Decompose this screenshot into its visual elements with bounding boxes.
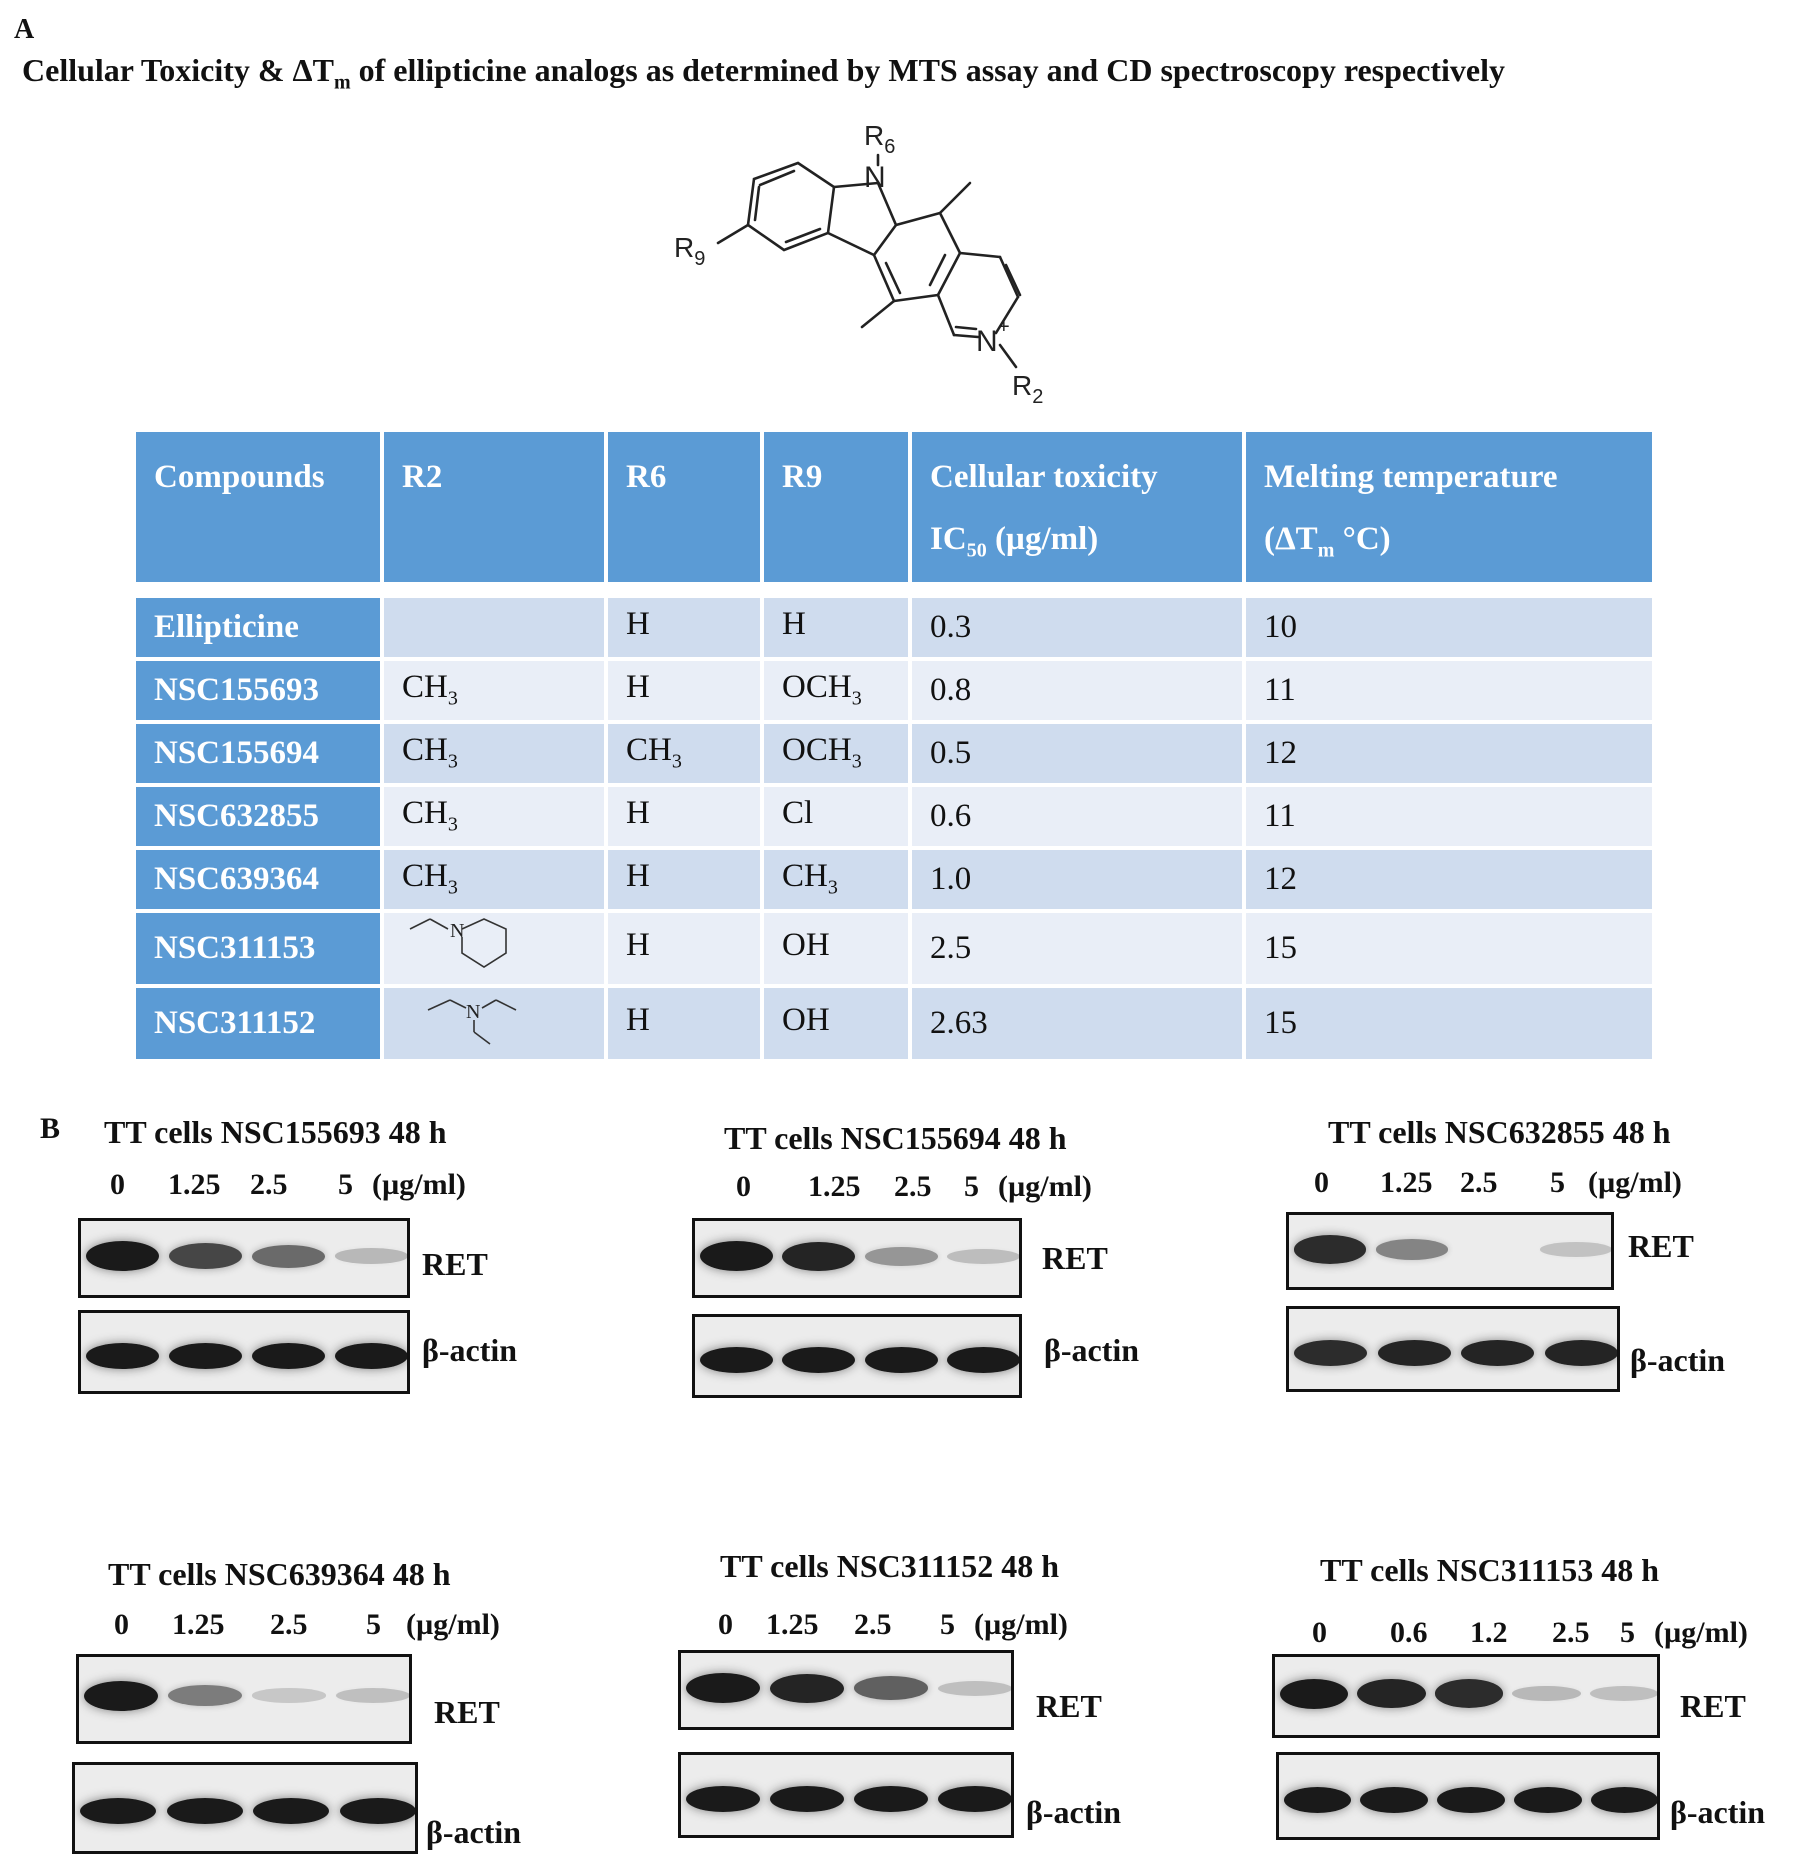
ret-band	[865, 1247, 938, 1266]
table-row	[136, 720, 1652, 783]
dose-label: 2.5	[894, 1170, 932, 1203]
ret-band	[770, 1674, 844, 1703]
r2-structure-cell	[384, 909, 604, 984]
figure-title	[22, 52, 1505, 94]
actin-band	[782, 1347, 855, 1373]
dtm-value: 12	[1246, 846, 1652, 909]
actin-label: β-actin	[1670, 1794, 1766, 1830]
r2-value: $CH_3$	[384, 783, 604, 846]
actin-band	[854, 1786, 928, 1812]
compound-table	[132, 432, 1656, 1059]
ret-band	[700, 1241, 773, 1271]
dose-unit: (µg/ml)	[372, 1168, 466, 1201]
title-sub: m	[333, 71, 351, 94]
panel-a-letter: A	[14, 14, 35, 45]
title-rest: of ellipticine analogs as determined by MTS assay and CD spectroscopy respectively	[350, 52, 1505, 88]
dtm-value: 11	[1246, 657, 1652, 720]
dose-unit: (µg/ml)	[1588, 1166, 1682, 1199]
blot-title: TT cells NSC639364 48 h	[108, 1556, 451, 1592]
actin-gel	[1276, 1752, 1660, 1840]
r2-value: $CH_3$	[384, 657, 604, 720]
title-text: Cellular Toxicity & ΔT	[22, 52, 334, 88]
pyridinium-n-label: N	[976, 325, 998, 358]
r9-value: $OCH_3$	[764, 657, 908, 720]
panel-b-letter: B	[40, 1112, 61, 1145]
actin-band	[770, 1786, 844, 1812]
actin-band	[1514, 1787, 1582, 1813]
ret-label: RET	[1042, 1240, 1108, 1276]
header-r2: R2	[384, 432, 604, 582]
ret-band	[1294, 1235, 1366, 1263]
actin-band	[1294, 1340, 1367, 1366]
r9-value: OH	[764, 909, 908, 984]
actin-band	[700, 1347, 773, 1373]
actin-band	[167, 1798, 243, 1824]
ret-label: RET	[1628, 1228, 1694, 1264]
dose-label: 1.25	[172, 1608, 225, 1641]
r9-value: Cl	[764, 783, 908, 846]
ellipticine-structure	[660, 105, 1120, 415]
dose-label: 1.25	[808, 1170, 861, 1203]
actin-label: β-actin	[1044, 1332, 1140, 1368]
actin-gel	[692, 1314, 1022, 1398]
table-row	[136, 984, 1652, 1059]
svg-text:N: N	[450, 919, 465, 942]
actin-label: β-actin	[1630, 1342, 1726, 1378]
ic50-value: 0.6	[912, 783, 1242, 846]
blot-title: TT cells NSC311152 48 h	[720, 1548, 1060, 1584]
ret-band	[169, 1243, 242, 1269]
header-melting: Melting temperature ($\Delta T_m$ °C)	[1246, 432, 1652, 582]
actin-label: β-actin	[426, 1814, 522, 1850]
table-row	[136, 846, 1652, 909]
ret-band	[1435, 1679, 1503, 1707]
dose-label: 5	[1550, 1166, 1565, 1199]
dose-label: 5	[1620, 1616, 1635, 1649]
ret-label: RET	[434, 1694, 500, 1730]
plus-charge: +	[998, 316, 1010, 338]
r6-value: H	[608, 846, 760, 909]
ret-label: RET	[422, 1246, 488, 1282]
header-toxicity: Cellular toxicity $IC_{50}$ (µg/ml)	[912, 432, 1242, 582]
dose-label: 2.5	[1552, 1616, 1590, 1649]
ic50-value: 2.5	[912, 909, 1242, 984]
actin-band	[947, 1347, 1020, 1373]
actin-label: β-actin	[422, 1332, 518, 1368]
ret-gel	[692, 1218, 1022, 1298]
compound-name: NSC632855	[136, 783, 380, 846]
actin-band	[80, 1798, 156, 1824]
ic50-value: 0.3	[912, 594, 1242, 657]
ret-band	[854, 1676, 928, 1700]
actin-band	[1378, 1340, 1451, 1366]
dose-label: 0	[114, 1608, 129, 1641]
ret-band	[782, 1242, 855, 1271]
r6-value: H	[608, 783, 760, 846]
r9-value: $OCH_3$	[764, 720, 908, 783]
piperidinylethyl-structure	[406, 913, 526, 975]
table-row	[136, 783, 1652, 846]
dose-label: 0	[736, 1170, 751, 1203]
compound-name: Ellipticine	[136, 594, 380, 657]
blot-title: TT cells NSC311153 48 h	[1320, 1552, 1660, 1588]
r2-label: $R_2$	[1012, 370, 1044, 408]
dose-unit: (µg/ml)	[998, 1170, 1092, 1203]
actin-band	[1284, 1787, 1352, 1813]
ret-band	[1512, 1686, 1580, 1702]
blot-title: TT cells NSC155693 48 h	[104, 1114, 447, 1150]
r6-label: $R_6$	[864, 120, 896, 158]
dose-label: 5	[338, 1168, 353, 1201]
dtm-value: 11	[1246, 783, 1652, 846]
ret-band	[252, 1245, 325, 1268]
actin-band	[340, 1798, 416, 1824]
actin-band	[1437, 1787, 1505, 1813]
ic50-value: 0.5	[912, 720, 1242, 783]
dose-label: 5	[964, 1170, 979, 1203]
dose-label: 5	[940, 1608, 955, 1641]
ret-gel	[76, 1654, 412, 1744]
dose-label: 2.5	[270, 1608, 308, 1641]
ret-band	[84, 1681, 158, 1711]
ret-gel	[1286, 1212, 1614, 1290]
r6-value: H	[608, 657, 760, 720]
ret-band	[1376, 1239, 1448, 1259]
compound-name: NSC639364	[136, 846, 380, 909]
actin-gel	[78, 1310, 410, 1394]
r9-value: H	[764, 594, 908, 657]
dose-label: 0	[110, 1168, 125, 1201]
dtm-value: 15	[1246, 984, 1652, 1059]
ret-band	[168, 1685, 242, 1706]
diethylaminoethyl-structure	[406, 988, 526, 1050]
actin-band	[1461, 1340, 1534, 1366]
ret-band	[686, 1673, 760, 1703]
actin-band	[253, 1798, 329, 1824]
dose-label: 2.5	[854, 1608, 892, 1641]
ret-band	[1357, 1679, 1425, 1708]
ret-band	[1540, 1242, 1612, 1257]
ret-band	[938, 1681, 1012, 1696]
dose-unit: (µg/ml)	[1654, 1616, 1748, 1649]
r6-value: H	[608, 594, 760, 657]
blot-title: TT cells NSC632855 48 h	[1328, 1114, 1671, 1150]
r9-value: OH	[764, 984, 908, 1059]
dose-label: 0	[1312, 1616, 1327, 1649]
r2-structure-cell	[384, 984, 604, 1059]
actin-band	[938, 1786, 1012, 1812]
ret-band	[335, 1248, 408, 1264]
actin-band	[86, 1343, 159, 1369]
ret-gel	[1272, 1654, 1660, 1738]
dose-label: 1.2	[1470, 1616, 1508, 1649]
actin-band	[169, 1343, 242, 1369]
ret-band	[86, 1241, 159, 1271]
dtm-value: 10	[1246, 594, 1652, 657]
dose-unit: (µg/ml)	[974, 1608, 1068, 1641]
actin-band	[252, 1343, 325, 1369]
actin-band	[865, 1347, 938, 1373]
blot-title: TT cells NSC155694 48 h	[724, 1120, 1067, 1156]
table-row	[136, 657, 1652, 720]
compound-name: NSC155694	[136, 720, 380, 783]
ret-gel	[678, 1650, 1014, 1730]
dose-unit: (µg/ml)	[406, 1608, 500, 1641]
r2-value: $CH_3$	[384, 720, 604, 783]
ret-band	[1280, 1679, 1348, 1709]
ret-band	[947, 1249, 1020, 1264]
dose-label: 2.5	[1460, 1166, 1498, 1199]
ic50-value: 2.63	[912, 984, 1242, 1059]
ic50-value: 1.0	[912, 846, 1242, 909]
dtm-value: 15	[1246, 909, 1652, 984]
r9-label: $R_9$	[674, 232, 706, 270]
compound-name: NSC155693	[136, 657, 380, 720]
compound-name: NSC311152	[136, 984, 380, 1059]
ret-gel	[78, 1218, 410, 1298]
ret-band	[1590, 1686, 1658, 1701]
ret-label: RET	[1036, 1688, 1102, 1724]
dose-label: 1.25	[766, 1608, 819, 1641]
ic50-value: 0.8	[912, 657, 1242, 720]
actin-band	[1360, 1787, 1428, 1813]
actin-gel	[1286, 1306, 1620, 1392]
compound-name: NSC311153	[136, 909, 380, 984]
svg-text:N: N	[466, 1000, 481, 1023]
actin-label: β-actin	[1026, 1794, 1122, 1830]
table-row	[136, 594, 1652, 657]
actin-gel	[678, 1752, 1014, 1838]
actin-band	[335, 1343, 408, 1369]
header-r9: R9	[764, 432, 908, 582]
dose-label: 0	[718, 1608, 733, 1641]
r6-value: H	[608, 984, 760, 1059]
r2-value	[384, 594, 604, 657]
dose-label: 2.5	[250, 1168, 288, 1201]
dose-label: 0	[1314, 1166, 1329, 1199]
r9-value: $CH_3$	[764, 846, 908, 909]
ret-label: RET	[1680, 1688, 1746, 1724]
actin-band	[686, 1786, 760, 1812]
dose-label: 1.25	[1380, 1166, 1433, 1199]
table-row	[136, 909, 1652, 984]
dose-label: 1.25	[168, 1168, 221, 1201]
header-compounds: Compounds	[136, 432, 380, 582]
actin-gel	[72, 1762, 418, 1854]
header-r6: R6	[608, 432, 760, 582]
actin-band	[1545, 1340, 1618, 1366]
pyrrole-n-label: N	[864, 161, 886, 194]
actin-band	[1591, 1787, 1659, 1813]
ret-band	[336, 1688, 410, 1703]
dose-label: 0.6	[1390, 1616, 1428, 1649]
r2-value: $CH_3$	[384, 846, 604, 909]
r6-value: $CH_3$	[608, 720, 760, 783]
dtm-value: 12	[1246, 720, 1652, 783]
dose-label: 5	[366, 1608, 381, 1641]
r6-value: H	[608, 909, 760, 984]
ret-band	[252, 1688, 326, 1702]
